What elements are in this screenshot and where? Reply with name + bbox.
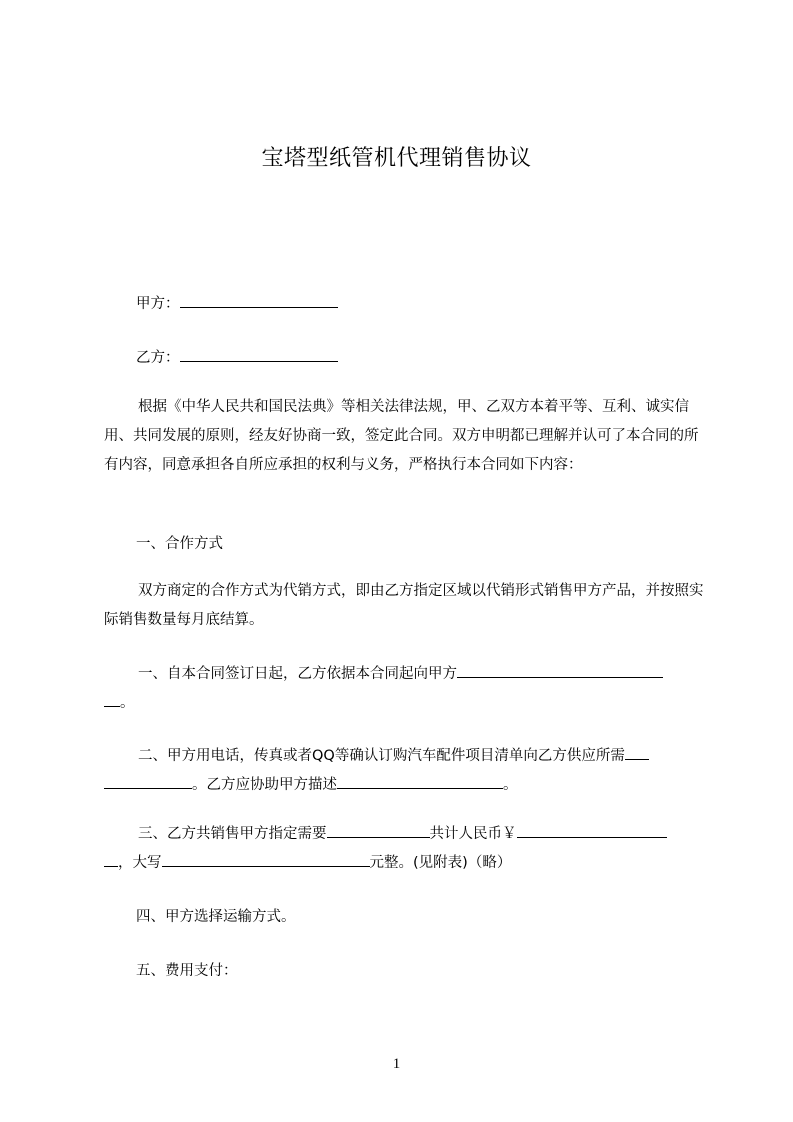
intro-paragraph: 根据《中华人民共和国民法典》等相关法律法规，甲、乙双方本着平等、互利、诚实信用、共同发展的原则，经友好协商一致，签定此合同。双方申明都已理解并认可了本合同的所有内容，同意承担各自所应承担的权利与义务，严格执行本合同如下内容：	[104, 399, 699, 473]
clause-2-mid: 。乙方应协助甲方描述	[192, 777, 337, 793]
clause-1-end: 。	[120, 695, 135, 711]
party-a-label: 甲方：	[136, 296, 180, 312]
party-b-label: 乙方：	[136, 350, 180, 366]
clause-3-end: 元整。(见附表)（略）	[369, 855, 512, 871]
clause-3-text: 三、乙方共销售甲方指定需要	[138, 826, 327, 842]
clause-1	[104, 660, 704, 718]
clause-4: 四、甲方选择运输方式。	[136, 909, 296, 925]
party-a-line	[136, 292, 736, 313]
clause-3-mid: 共计人民币￥	[429, 826, 517, 842]
page-number: 1	[392, 1056, 401, 1072]
party-b-line	[136, 346, 736, 367]
clause-2-blank-a-cont	[104, 776, 192, 789]
section1-body: 双方商定的合作方式为代销方式，即由乙方指定区域以代销形式销售甲方产品，并按照实际销售数量每月底结算。	[104, 583, 704, 628]
clause-1-text: 一、自本合同签订日起，乙方依据本合同起向甲方	[138, 666, 457, 682]
clause-1-blank	[457, 665, 663, 678]
document-title: 宝塔型纸管机代理销售协议	[261, 146, 532, 171]
clause-3-blank-words	[162, 854, 370, 867]
party-b-blank	[180, 349, 338, 362]
section1-heading: 一、合作方式	[136, 536, 223, 552]
party-a-blank	[180, 295, 338, 308]
clause-2-end: 。	[503, 777, 518, 793]
clause-3-mid2: ，大写	[118, 855, 162, 871]
clause-5: 五、费用支付：	[136, 963, 238, 979]
clause-2-blank-a	[625, 747, 649, 760]
clause-3-blank-amount-cont	[104, 854, 118, 867]
clause-3	[104, 820, 704, 878]
clause-3-blank-qty	[327, 825, 430, 838]
clause-1-blank-cont	[104, 694, 120, 707]
clause-3-blank-amount	[517, 825, 667, 838]
clause-2	[104, 742, 704, 800]
clause-2-blank-b	[337, 776, 503, 789]
clause-2-text: 二、甲方用电话，传真或者QQ等确认订购汽车配件项目清单向乙方供应所需	[138, 748, 625, 764]
